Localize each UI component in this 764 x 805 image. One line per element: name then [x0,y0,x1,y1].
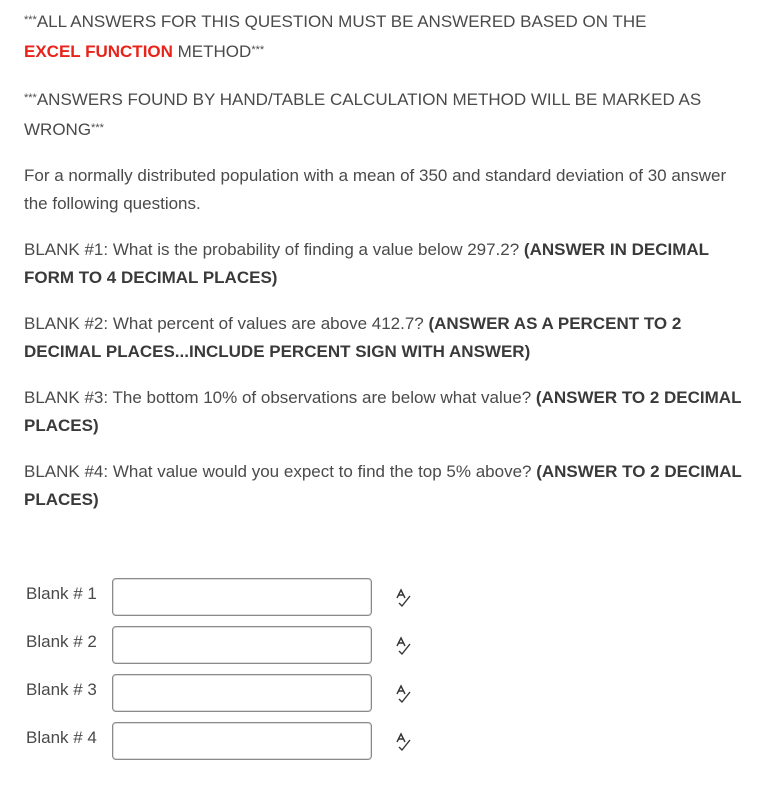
blank-label-4: Blank # 4 [26,728,97,747]
question-4-instruction: (ANSWER TO 2 DECIMAL PLACES) [24,462,742,509]
spellcheck-icon[interactable] [394,684,412,704]
question-4 [24,458,754,514]
instruction-excel-text: ALL ANSWERS FOR THIS QUESTION MUST BE ANSWERED BASED ON THE [36,12,647,31]
question-2-text: BLANK #2: What percent of values are above 412.7? [24,314,429,333]
blank-row-3 [26,674,426,722]
question-content [24,6,754,532]
blank-row-4 [26,722,426,770]
question-1-instruction: (ANSWER IN DECIMAL FORM TO 4 DECIMAL PLACES) [24,240,709,287]
blank-row-2 [26,626,426,674]
question-3 [24,384,754,440]
spellcheck-icon[interactable] [394,636,412,656]
question-4-text: BLANK #4: What value would you expect to find the top 5% above? [24,462,537,481]
question-3-instruction: (ANSWER TO 2 DECIMAL PLACES) [24,388,742,435]
blank-input-2[interactable] [112,626,372,664]
blank-label-1: Blank # 1 [26,584,97,603]
blank-input-4[interactable] [112,722,372,760]
stars-suffix: *** [251,44,265,56]
instruction-warning-text: ANSWERS FOUND BY HAND/TABLE CALCULATION METHOD WILL BE MARKED AS WRONG [24,90,702,139]
blank-input-3[interactable] [112,674,372,712]
instruction-warning [24,84,754,144]
blank-row-1 [26,578,426,626]
spellcheck-icon[interactable] [394,588,412,608]
question-2-instruction: (ANSWER AS A PERCENT TO 2 DECIMAL PLACES...INCLUDE PERCENT SIGN WITH ANSWER) [24,314,682,361]
blank-input-1[interactable] [112,578,372,616]
stars-prefix: *** [24,14,37,26]
blank-label-3: Blank # 3 [26,680,97,699]
question-1 [24,236,754,292]
spellcheck-icon[interactable] [394,732,412,752]
question-2 [24,310,754,366]
instruction-excel [24,6,754,66]
instruction-excel-after: METHOD [172,42,252,61]
question-3-text: BLANK #3: The bottom 10% of observations are below what value? [24,388,536,407]
blank-label-2: Blank # 2 [26,632,97,651]
stars-suffix: *** [91,122,104,134]
question-1-text: BLANK #1: What is the probability of finding a value below 297.2? [24,240,524,259]
blank-answers [26,578,426,770]
intro-text: For a normally distributed population with a mean of 350 and standard deviation of 30 answer the following questions. [24,166,727,213]
excel-function-highlight: EXCEL FUNCTION [24,42,173,61]
stars-prefix: *** [24,92,37,104]
